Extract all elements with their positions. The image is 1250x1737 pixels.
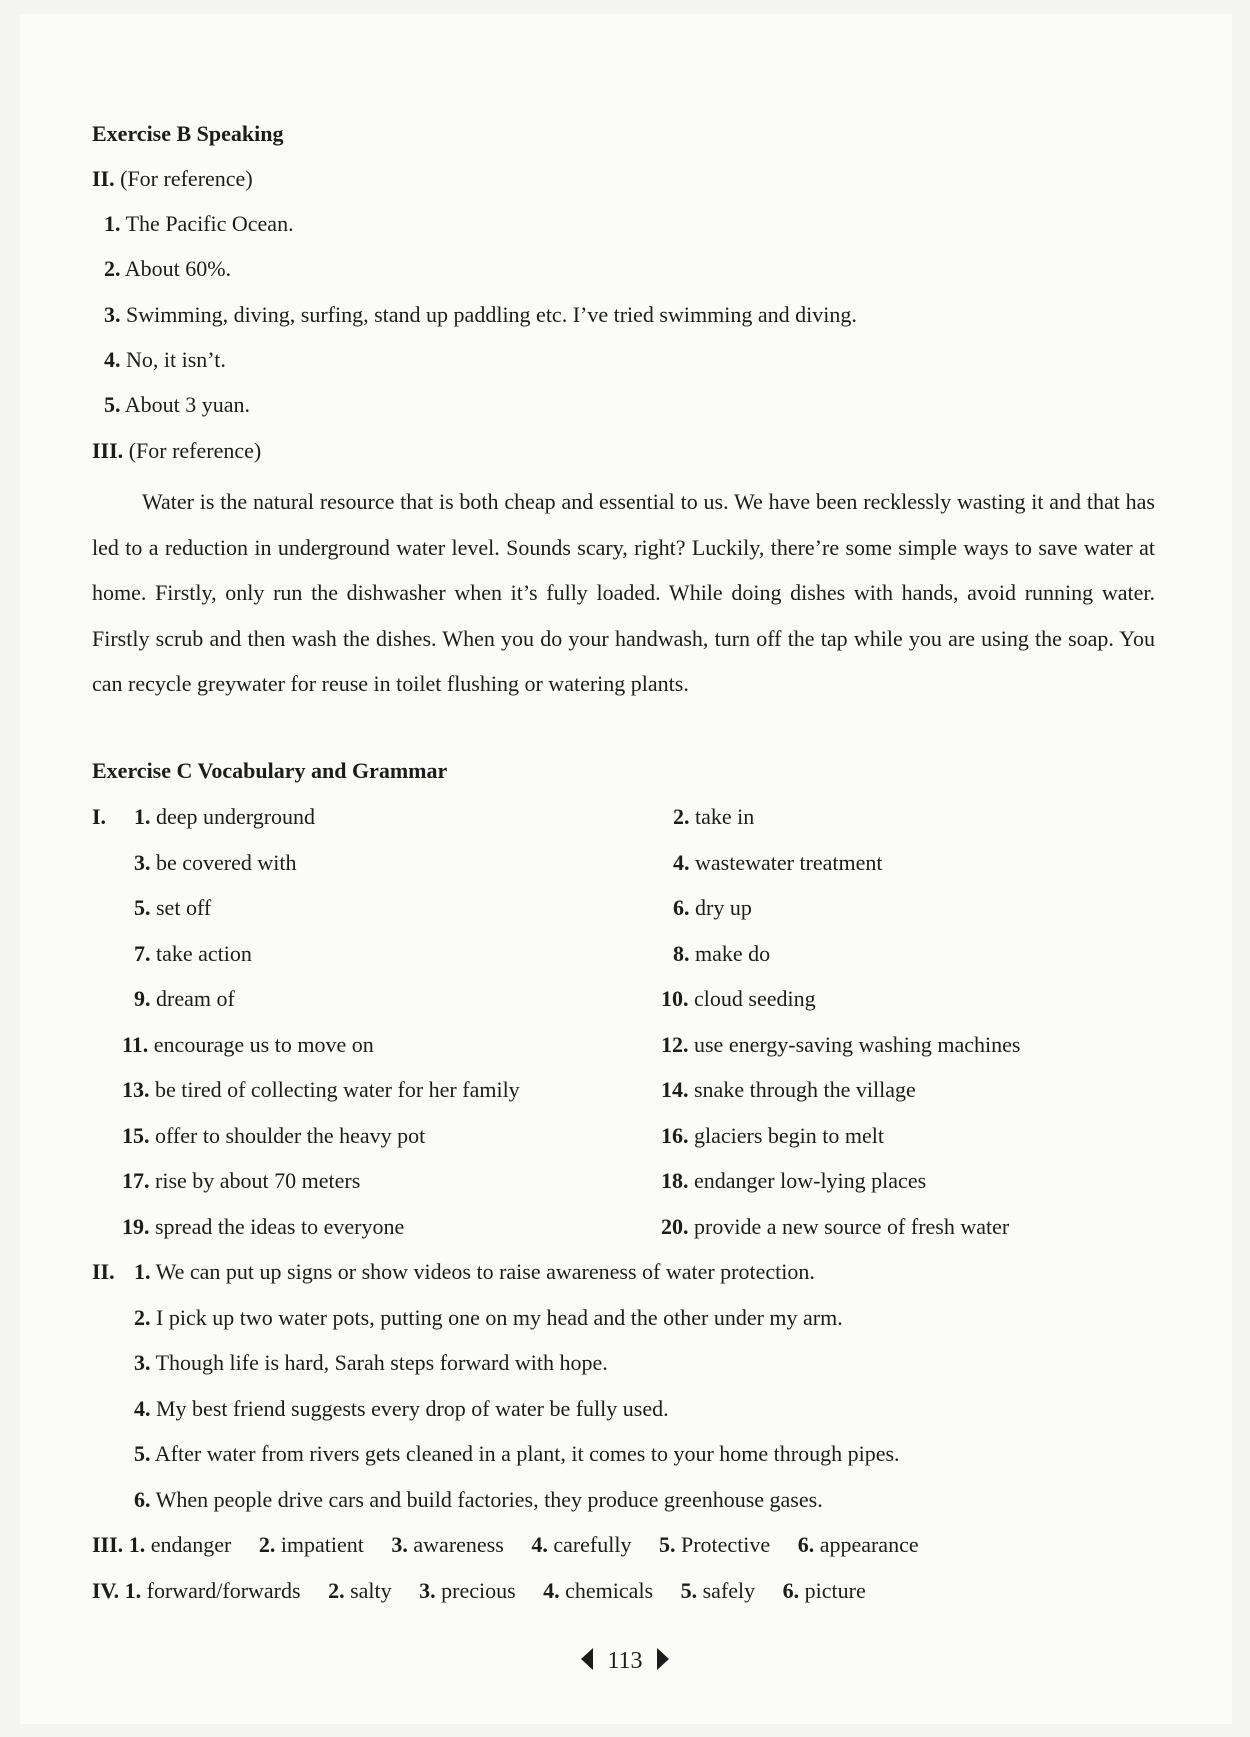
item-number: 14. <box>661 1077 689 1102</box>
item-text: When people drive cars and build factories, they produce greenhouse gases. <box>155 1487 823 1512</box>
item-number: 18. <box>661 1168 689 1193</box>
list-item <box>673 803 754 831</box>
list-item <box>661 1076 916 1104</box>
item-text: offer to shoulder the heavy pot <box>155 1123 426 1148</box>
exercise-c-heading: Exercise C Vocabulary and Grammar <box>92 758 448 783</box>
item-text: chemicals <box>565 1578 654 1603</box>
item-number: 11. <box>122 1032 149 1057</box>
item-number: 4. <box>104 347 121 372</box>
inline-answer <box>129 1532 232 1557</box>
item-text: About 60%. <box>124 256 232 281</box>
list-item <box>134 940 252 968</box>
inline-answer-row <box>92 1531 941 1559</box>
item-text: use energy-saving washing machines <box>694 1032 1021 1057</box>
page-number: 113 <box>607 1648 643 1674</box>
part-label: II. <box>92 166 115 191</box>
item-number: 8. <box>673 941 690 966</box>
item-text: set off <box>156 895 212 920</box>
answer-item <box>104 346 226 374</box>
item-text: be tired of collecting water for her family <box>155 1077 520 1102</box>
item-text: cloud seeding <box>694 986 816 1011</box>
triangle-left-icon <box>581 1648 593 1670</box>
item-text: After water from rivers gets cleaned in a plant, it comes to your home through pipes. <box>154 1441 900 1466</box>
list-item <box>134 803 315 831</box>
item-text: take in <box>695 804 755 829</box>
item-text: provide a new source of fresh water <box>694 1214 1010 1239</box>
item-number: 4. <box>531 1532 548 1557</box>
sentence-item <box>134 1395 669 1423</box>
part-label: II. <box>92 1259 115 1284</box>
item-text: dry up <box>695 895 752 920</box>
item-number: 3. <box>104 302 121 327</box>
item-number: 12. <box>661 1032 689 1057</box>
item-number: 3. <box>134 1350 151 1375</box>
inline-answer-row <box>92 1577 888 1605</box>
list-item <box>134 894 211 922</box>
list-item <box>673 849 883 877</box>
list-item <box>661 985 816 1013</box>
answer-item <box>104 391 250 419</box>
item-number: 4. <box>134 1396 151 1421</box>
item-text: make do <box>695 941 771 966</box>
item-text: awareness <box>413 1532 504 1557</box>
triangle-right-icon <box>657 1648 669 1670</box>
item-number: 10. <box>661 986 689 1011</box>
item-text: wastewater treatment <box>695 850 883 875</box>
sentence-item <box>134 1440 900 1468</box>
item-number: 17. <box>122 1168 150 1193</box>
item-number: 1. <box>134 804 151 829</box>
item-text: spread the ideas to everyone <box>155 1214 405 1239</box>
part-label: III. <box>92 1532 124 1557</box>
sentence-item <box>134 1304 843 1332</box>
item-text: glaciers begin to melt <box>694 1123 884 1148</box>
item-number: 3. <box>391 1532 408 1557</box>
item-number: 5. <box>134 895 151 920</box>
inline-answer <box>798 1532 919 1557</box>
item-number: 2. <box>134 1305 151 1330</box>
item-number: 2. <box>673 804 690 829</box>
inline-answer <box>659 1532 770 1557</box>
item-number: 1. <box>104 211 121 236</box>
list-item <box>661 1031 1020 1059</box>
part-label: III. <box>92 438 124 463</box>
inline-answer <box>543 1578 653 1603</box>
item-text: No, it isn’t. <box>126 347 226 372</box>
inline-answer <box>531 1532 631 1557</box>
list-item <box>122 1213 404 1241</box>
item-number: 9. <box>134 986 151 1011</box>
item-number: 5. <box>658 1532 676 1557</box>
list-item <box>122 1076 520 1104</box>
item-number: 2. <box>328 1578 345 1603</box>
reference-paragraph: Water is the natural resource that is both cheap and essential to us. We have been recklessly wasting it and that has led to a reduction in underground water level. Sounds scary, right? Luckily, there’re some simple ways to save water at home. Firstly, only run the dishwasher when it’s fully loaded. While doing dishes with hands, avoid running water. Firstly scrub and then wash the dishes. When you do your handwash, turn off the tap while you are using the soap. You can recycle greywater for reuse in toilet flushing or watering plants. <box>92 489 1155 696</box>
inline-answer <box>259 1532 364 1557</box>
item-text: safely <box>702 1578 756 1603</box>
item-text: I pick up two water pots, putting one on my head and the other under my arm. <box>156 1305 843 1330</box>
inline-answer <box>681 1578 756 1603</box>
sentence-item <box>134 1258 815 1286</box>
item-text: salty <box>350 1578 392 1603</box>
item-number: 15. <box>122 1123 150 1148</box>
part-label: I. <box>92 804 107 829</box>
list-item <box>134 985 235 1013</box>
item-number: 7. <box>134 941 151 966</box>
item-text: endanger <box>150 1532 232 1557</box>
item-number: 2. <box>258 1532 276 1557</box>
item-number: 6. <box>673 895 690 920</box>
list-item <box>661 1213 1009 1241</box>
sentence-item <box>134 1349 608 1377</box>
exercise-b-heading: Exercise B Speaking <box>92 121 284 146</box>
item-text: picture <box>804 1578 866 1603</box>
item-text: Protective <box>680 1532 771 1557</box>
item-text: rise by about 70 meters <box>155 1168 361 1193</box>
inline-answer <box>125 1578 301 1603</box>
item-text: About 3 yuan. <box>124 392 251 417</box>
item-text: take action <box>156 941 252 966</box>
answer-item <box>104 210 294 238</box>
part-label: IV. <box>92 1578 120 1603</box>
exercise-b-part-ii-header <box>92 165 253 193</box>
answer-item <box>104 255 231 283</box>
item-text: dream of <box>156 986 235 1011</box>
item-number: 5. <box>680 1578 698 1603</box>
item-number: 1. <box>128 1532 146 1557</box>
list-item <box>134 849 297 877</box>
page-number-footer <box>0 1648 1250 1675</box>
item-text: snake through the village <box>694 1077 916 1102</box>
item-number: 5. <box>104 392 121 417</box>
item-number: 2. <box>104 256 121 281</box>
item-number: 3. <box>419 1578 436 1603</box>
list-item <box>122 1122 425 1150</box>
item-text: precious <box>441 1578 516 1603</box>
exercise-b-part-iii-header <box>92 437 261 465</box>
item-number: 20. <box>661 1214 689 1239</box>
inline-answer <box>783 1578 866 1603</box>
item-text: be covered with <box>156 850 297 875</box>
item-number: 6. <box>782 1578 800 1603</box>
reference-note: (For reference) <box>120 166 253 191</box>
item-text: carefully <box>553 1532 632 1557</box>
item-text: endanger low-lying places <box>694 1168 927 1193</box>
item-text: deep underground <box>156 804 316 829</box>
item-text: We can put up signs or show videos to raise awareness of water protection. <box>155 1259 815 1284</box>
list-item <box>661 1122 884 1150</box>
list-item <box>122 1167 360 1195</box>
item-number: 13. <box>122 1077 150 1102</box>
item-number: 6. <box>797 1532 815 1557</box>
inline-answer <box>328 1578 392 1603</box>
item-text: forward/forwards <box>146 1578 301 1603</box>
item-number: 16. <box>661 1123 689 1148</box>
sentence-item <box>134 1486 823 1514</box>
item-number: 1. <box>134 1259 151 1284</box>
inline-answer <box>419 1578 516 1603</box>
item-number: 4. <box>543 1578 560 1603</box>
item-text: impatient <box>280 1532 364 1557</box>
reference-note: (For reference) <box>128 438 262 463</box>
item-text: Swimming, diving, surfing, stand up paddling etc. I’ve tried swimming and diving. <box>126 302 857 327</box>
item-number: 19. <box>122 1214 150 1239</box>
item-number: 5. <box>134 1441 151 1466</box>
item-text: appearance <box>819 1532 919 1557</box>
inline-answer <box>391 1532 503 1557</box>
list-item <box>673 940 770 968</box>
item-text: Though life is hard, Sarah steps forward with hope. <box>155 1350 608 1375</box>
item-number: 6. <box>134 1487 151 1512</box>
item-number: 4. <box>673 850 690 875</box>
item-number: 1. <box>124 1578 142 1603</box>
item-text: My best friend suggests every drop of water be fully used. <box>156 1396 669 1421</box>
list-item <box>661 1167 926 1195</box>
item-number: 3. <box>134 850 151 875</box>
item-text: encourage us to move on <box>153 1032 374 1057</box>
answer-item <box>104 301 857 329</box>
list-item <box>673 894 752 922</box>
item-text: The Pacific Ocean. <box>125 211 294 236</box>
list-item <box>122 1031 374 1059</box>
